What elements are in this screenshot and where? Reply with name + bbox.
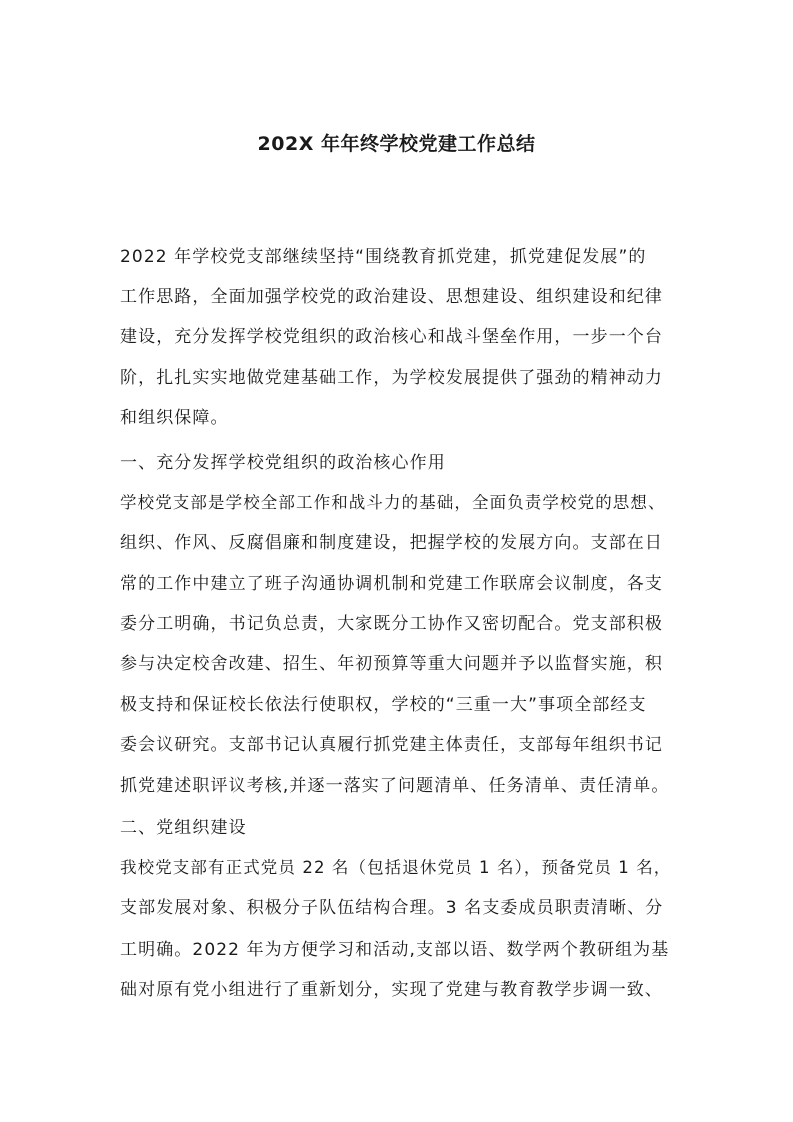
paragraph-line: 工作思路，全面加强学校党的政治建设、思想建设、组织建设和纪律	[120, 287, 663, 307]
section-heading: 二、党组织建设	[120, 818, 247, 838]
paragraph-line: 参与决定校舍改建、招生、年初预算等重大问题并予以监督实施，积	[120, 654, 663, 674]
paragraph-line: 委会议研究。支部书记认真履行抓党建主体责任，支部每年组织书记	[120, 735, 663, 755]
paragraph-line: 抓党建述职评议考核,并逐一落实了问题清单、任务清单、责任清单。	[120, 776, 670, 796]
paragraph-line: 常的工作中建立了班子沟通协调机制和党建工作联席会议制度，各支	[120, 574, 663, 594]
paragraph-line: 支部发展对象、积极分子队伍结构合理。3 名支委成员职责清晰、分	[120, 898, 664, 918]
section-heading: 一、充分发挥学校党组织的政治核心作用	[120, 453, 446, 473]
paragraph-line: 础对原有党小组进行了重新划分，实现了党建与教育教学步调一致、	[120, 980, 663, 1000]
paragraph-line: 2022 年学校党支部继续坚持“围绕教育抓党建，抓党建促发展”的	[120, 247, 647, 267]
document-title: 202X 年年终学校党建工作总结	[257, 133, 536, 155]
paragraph-line: 阶，扎扎实实地做党建基础工作，为学校发展提供了强劲的精神动力	[120, 368, 663, 388]
paragraph-line: 和组织保障。	[120, 408, 229, 428]
paragraph-line: 我校党支部有正式党员 22 名（包括退休党员 1 名），预备党员 1 名，	[120, 858, 672, 877]
paragraph-line: 学校党支部是学校全部工作和战斗力的基础，全面负责学校党的思想、	[120, 493, 666, 512]
paragraph-line: 组织、作风、反腐倡廉和制度建设，把握学校的发展方向。支部在日	[120, 533, 663, 553]
paragraph-line: 极支持和保证校长依法行使职权，学校的“三重一大”事项全部经支	[120, 695, 647, 715]
paragraph-line: 建设，充分发挥学校党组织的政治核心和战斗堡垒作用，一步一个台	[120, 327, 663, 347]
paragraph-line: 工明确。2022 年为方便学习和活动,支部以语、数学两个教研组为基	[120, 940, 670, 960]
paragraph-line: 委分工明确，书记负总责，大家既分工协作又密切配合。党支部积极	[120, 614, 663, 634]
